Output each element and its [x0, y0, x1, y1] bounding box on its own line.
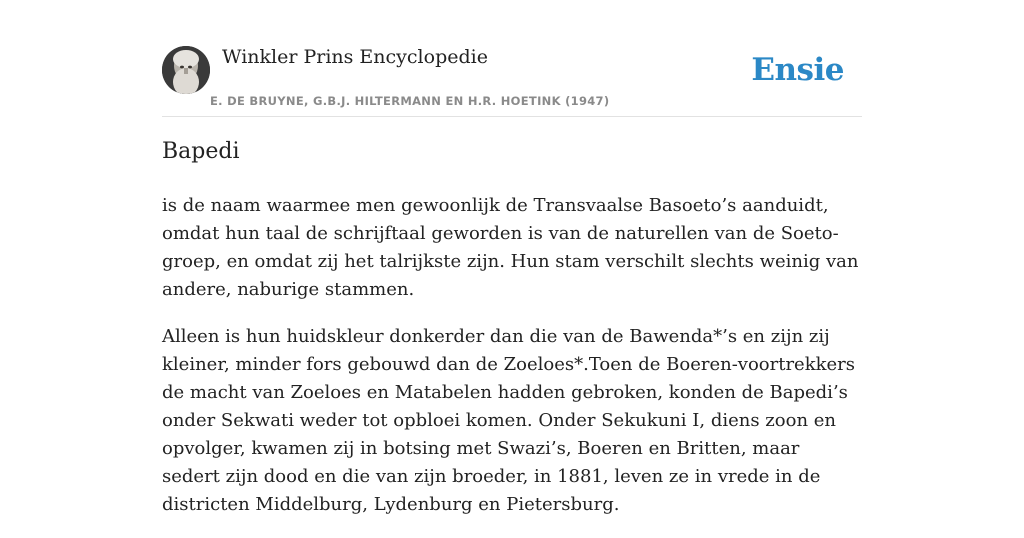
article-paragraph: Alleen is hun huidskleur donkerder dan die van de Bawenda*’s en zijn zij kleiner, minder fors gebouwd dan de Zoeloes*.Toen de Boeren-voortrekkers de macht van Zoeloes en Matabelen hadden gebroken, konden de Bapedi’s onder Sekwati weder tot opbloei komen. Onder Sekukuni I, diens zoon en opvolger, kwamen zij in botsing met Swazi’s, Boeren en Britten, maar sedert zijn dood en die van zijn broeder, in 1881, leven ze in vrede in de districten Middelburg, Lydenburg en Pietersburg.	[162, 326, 856, 515]
article-body	[162, 192, 862, 538]
site-header	[162, 46, 862, 117]
author-avatar[interactable]	[162, 46, 210, 94]
article-paragraph: is de naam waarmee men gewoonlijk de Transvaalse Basoeto’s aanduidt, omdat hun taal de schrijftaal geworden is van de naturellen van de Soeto-groep, en omdat zij het talrijkste zijn. Hun stam verschilt slechts weinig van andere, naburige stammen.	[162, 195, 859, 300]
ensie-logo[interactable]: Ensie	[751, 52, 844, 88]
article-title: Bapedi	[162, 139, 240, 164]
site-authors: E. DE BRUYNE, G.B.J. HILTERMANN EN H.R. HOETINK (1947)	[210, 94, 610, 108]
portrait-photo-icon	[162, 46, 210, 94]
site-title[interactable]: Winkler Prins Encyclopedie	[222, 46, 488, 68]
